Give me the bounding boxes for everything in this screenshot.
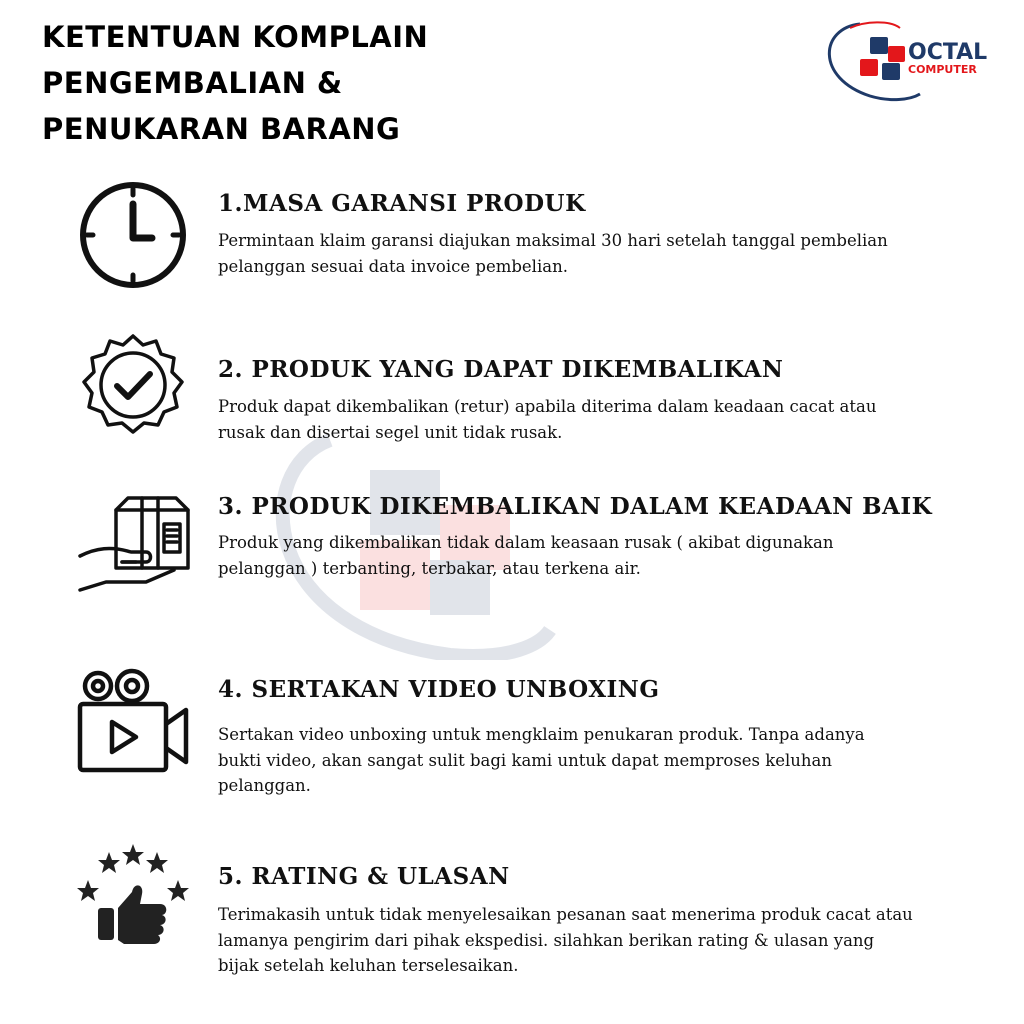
title-line: PENGEMBALIAN &: [42, 66, 343, 100]
body-line: Terimakasih untuk tidak menyelesaikan pesanan saat menerima produk cacat atau: [218, 905, 913, 924]
body-line: Produk yang dikembalikan tidak dalam keasaan rusak ( akibat digunakan: [218, 533, 834, 552]
body-line: pelanggan sesuai data invoice pembelian.: [218, 256, 568, 276]
section-body: [218, 902, 1008, 979]
body-line: Sertakan video unboxing untuk mengklaim penukaran produk. Tanpa adanya: [218, 725, 865, 744]
body-line: Permintaan klaim garansi diajukan maksimal 30 hari setelah tanggal pembelian: [218, 231, 888, 250]
verified-badge-icon: [76, 330, 190, 444]
section-heading: 4. SERTAKAN VIDEO UNBOXING: [218, 676, 660, 703]
body-line: bukti video, akan sangat sulit bagi kami untuk dapat memproses keluhan: [218, 750, 833, 770]
body-line: pelanggan ) terbanting, terbakar, atau terkena air.: [218, 558, 641, 578]
title-line: PENUKARAN BARANG: [42, 112, 401, 146]
section-heading: 3. PRODUK DIKEMBALIKAN DALAM KEADAAN BAIK: [218, 493, 933, 520]
clock-icon: [76, 178, 190, 292]
section-body: [218, 722, 1008, 799]
section-heading: 5. RATING & ULASAN: [218, 863, 510, 890]
body-line: lamanya pengirim dari pihak ekspedisi. silahkan berikan rating & ulasan yang: [218, 930, 875, 950]
body-line: rusak dan disertai segel unit tidak rusak.: [218, 422, 563, 442]
body-line: Produk dapat dikembalikan (retur) apabila diterima dalam keadaan cacat atau: [218, 397, 877, 416]
body-line: pelanggan.: [218, 776, 311, 795]
page-title: [42, 14, 428, 152]
section-body: [218, 394, 1008, 445]
body-line: bijak setelah keluhan terselesaikan.: [218, 956, 519, 975]
video-camera-icon: [76, 664, 190, 778]
section-heading: 2. PRODUK YANG DAPAT DIKEMBALIKAN: [218, 356, 784, 383]
svg-text:OCTAL: OCTAL: [908, 40, 988, 65]
hand-box-icon: [76, 490, 190, 604]
octal-computer-logo: [820, 18, 1000, 104]
section-heading: 1.MASA GARANSI PRODUK: [218, 190, 586, 217]
svg-text:COMPUTER: COMPUTER: [908, 63, 977, 76]
title-line: KETENTUAN KOMPLAIN: [42, 20, 429, 54]
thumbs-up-stars-icon: [76, 840, 190, 954]
section-body: [218, 530, 1008, 581]
section-body: [218, 228, 1008, 279]
